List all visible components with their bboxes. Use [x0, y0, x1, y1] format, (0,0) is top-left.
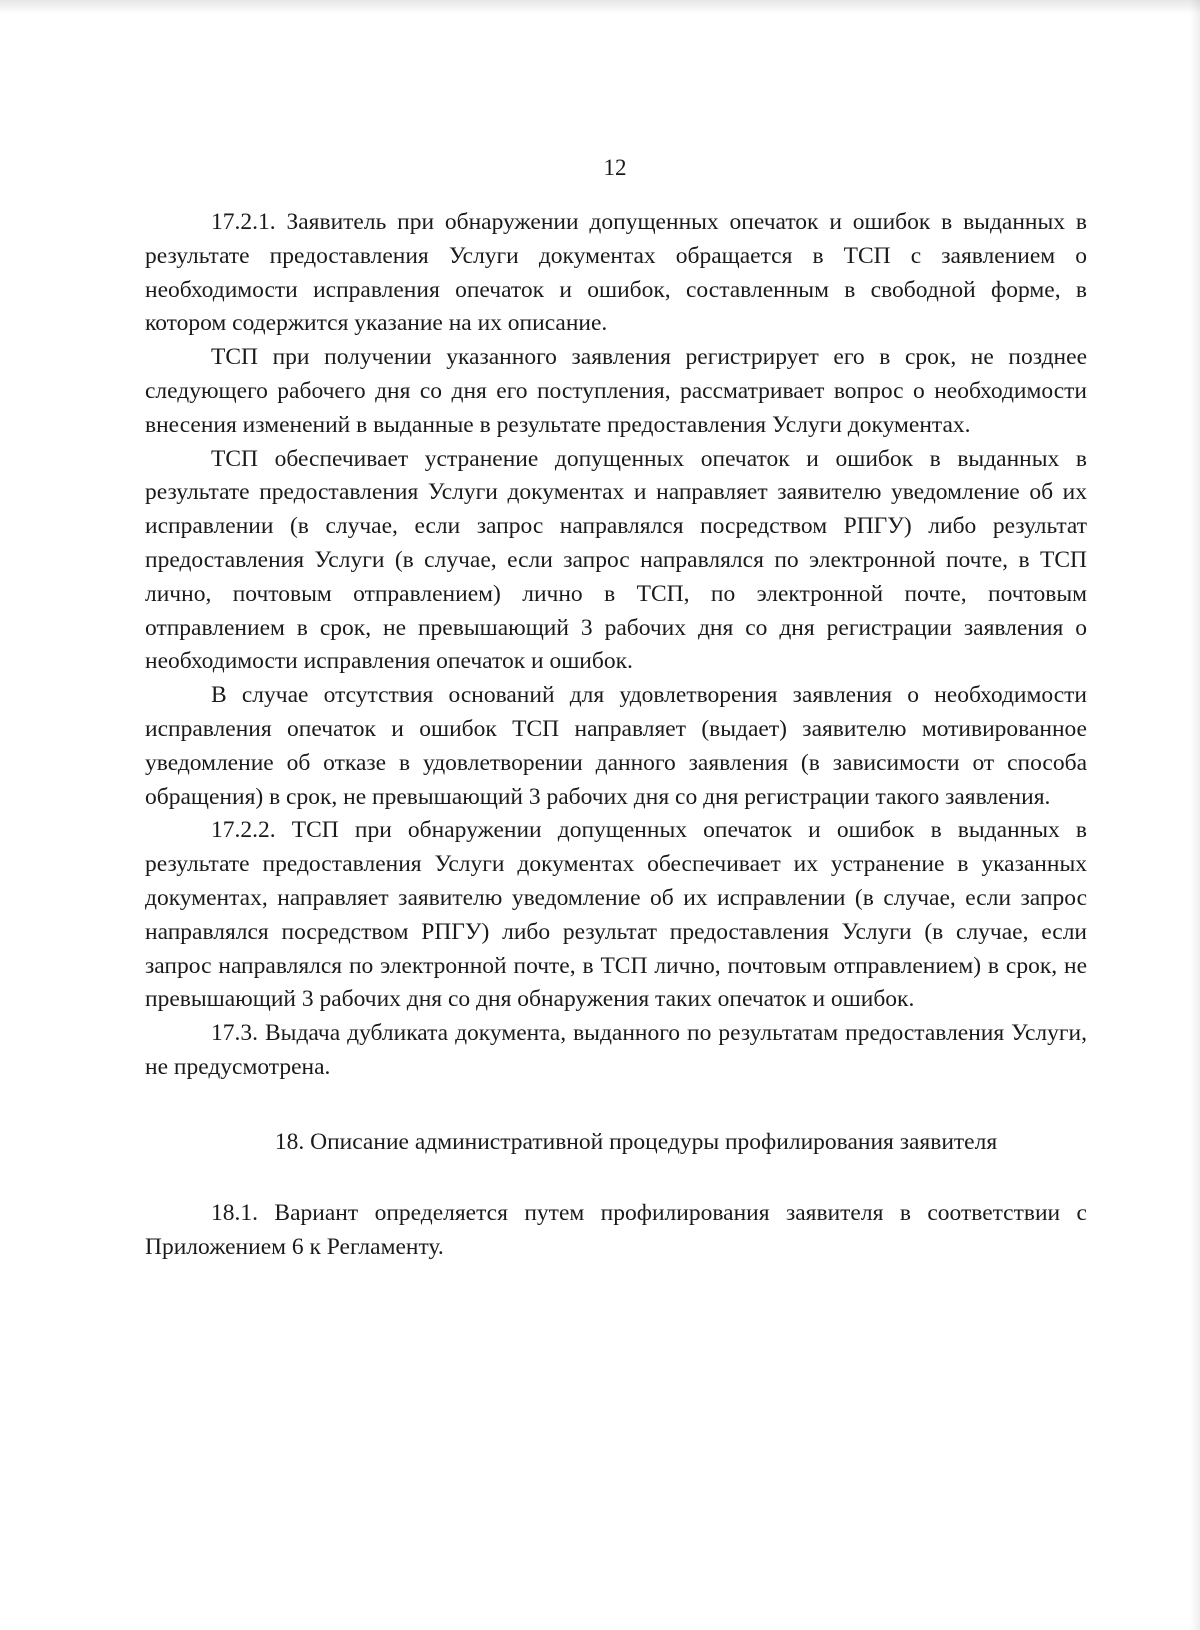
paragraph-17-2-1: 17.2.1. Заявитель при обнаружении допущенных опечаток и ошибок в выданных в результате предоставления Услуги документах обращается в ТСП с заявлением о необходимости исправления опечаток и ошибок, составленным в свободной форме, в котором содержится указание на их описание.	[145, 209, 1087, 337]
paragraph-17-3: 17.3. Выдача дубликата документа, выданного по результатам предоставления Услуги, не предусмотрена.	[145, 1020, 1087, 1080]
paragraph-refusal: В случае отсутствия оснований для удовлетворения заявления о необходимости исправления опечаток и ошибок ТСП направляет (выдает) заявителю мотивированное уведомление об отказе в удовлетворении данного заявления (в зависимости от способа обращения) в срок, не превышающий 3 рабочих дня со дня регистрации такого заявления.	[145, 682, 1087, 810]
page-number: 12	[603, 155, 627, 180]
section-heading-18: 18. Описание административной процедуры профилирования заявителя	[274, 1128, 998, 1155]
document-body	[145, 206, 1087, 1264]
scan-edge	[1190, 0, 1200, 1630]
paragraph-17-2-2: 17.2.2. ТСП при обнаружении допущенных опечаток и ошибок в выданных в результате предоставления Услуги документах обеспечивает их устранение в указанных документах, направляет заявителю уведомление об их исправлении (в случае, если запрос направлялся посредством РПГУ) либо результат предоставления Услуги (в случае, если запрос направлялся по электронной почте, в ТСП лично, почтовым отправлением) в срок, не превышающий 3 рабочих дня со дня обнаружения таких опечаток и ошибок.	[145, 817, 1087, 1013]
paragraph-correction: ТСП обеспечивает устранение допущенных опечаток и ошибок в выданных в результате предоставления Услуги документах и направляет заявителю уведомление об их исправлении (в случае, если запрос направлялся посредством РПГУ) либо результат предоставления Услуги (в случае, если запрос направлялся по электронной почте, в ТСП лично, почтовым отправлением) лично в ТСП, по электронной почте, почтовым отправлением в срок, не превышающий 3 рабочих дня со дня регистрации заявления о необходимости исправления опечаток и ошибок.	[145, 445, 1087, 675]
paragraph-registration: ТСП при получении указанного заявления регистрирует его в срок, не позднее следующего рабочего дня со дня его поступления, рассматривает вопрос о необходимости внесения изменений в выданные в результате предоставления Услуги документах.	[145, 344, 1087, 438]
paragraph-18-1: 18.1. Вариант определяется путем профилирования заявителя в соответствии с Приложением 6 к Регламенту.	[145, 1199, 1087, 1260]
scan-edge	[0, 0, 1200, 14]
